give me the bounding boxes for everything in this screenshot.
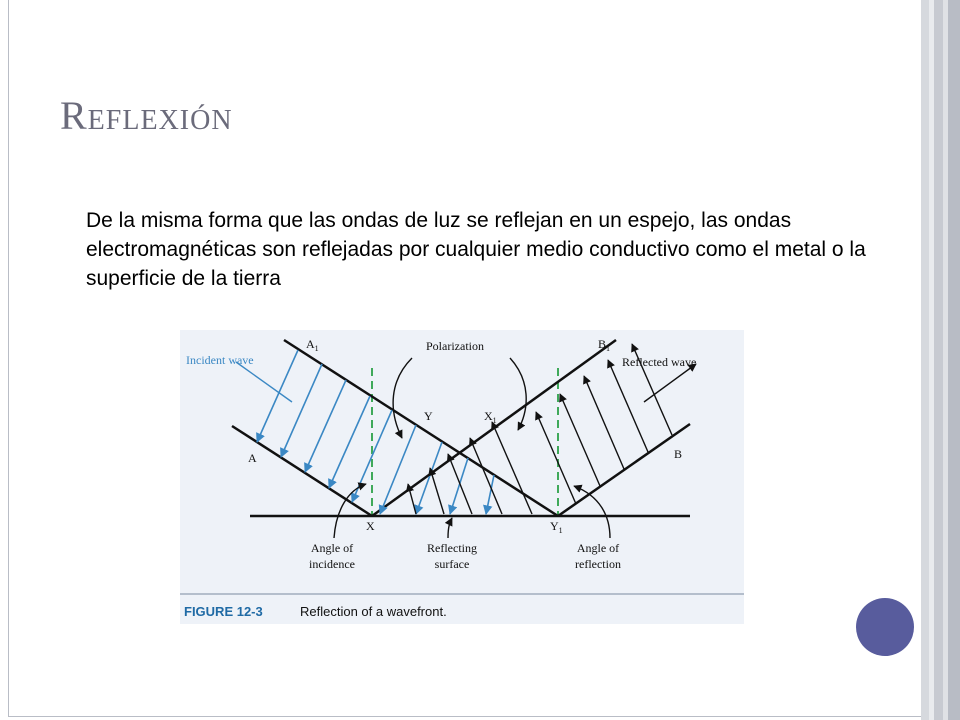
reflected-wave-label: Reflected wave	[622, 355, 697, 369]
point-b1-label: $B_1$	[598, 337, 611, 353]
reflecting-surface-label-1: Reflecting	[427, 541, 477, 555]
polarization-label: Polarization	[426, 339, 484, 353]
point-x-label: X	[366, 519, 375, 533]
angle-reflection-label-2: reflection	[575, 557, 621, 571]
slide-title: Reflexión	[60, 93, 233, 138]
point-a1-label: $A_1$	[306, 337, 319, 353]
decor-bar	[921, 0, 929, 720]
decor-bar	[948, 0, 960, 720]
point-y-label: Y	[424, 409, 433, 423]
angle-incidence-label-2: incidence	[309, 557, 355, 571]
figure-caption: Reflection of a wavefront.	[300, 604, 447, 619]
point-b-label: B	[674, 447, 683, 461]
point-a-label: A	[248, 451, 257, 465]
point-y1-label: $Y_1$	[550, 519, 563, 535]
reflecting-surface-label-2: surface	[434, 557, 470, 571]
slide-body-text: De la misma forma que las ondas de luz se reflejan en un espejo, las ondas electromagnéticas son reflejadas por cualquier medio conductivo como el metal o la superficie de la tierra	[86, 209, 866, 290]
angle-incidence-label-1: Angle of	[310, 541, 354, 555]
reflection-diagram	[180, 330, 744, 624]
angle-reflection-label-1: Angle of	[576, 541, 620, 555]
decor-bar	[934, 0, 943, 720]
figure-number: FIGURE 12-3	[184, 604, 263, 619]
point-x1-label: $X_1$	[484, 409, 497, 425]
accent-dot	[856, 598, 914, 656]
incident-wave-label: Incident wave	[186, 353, 254, 367]
